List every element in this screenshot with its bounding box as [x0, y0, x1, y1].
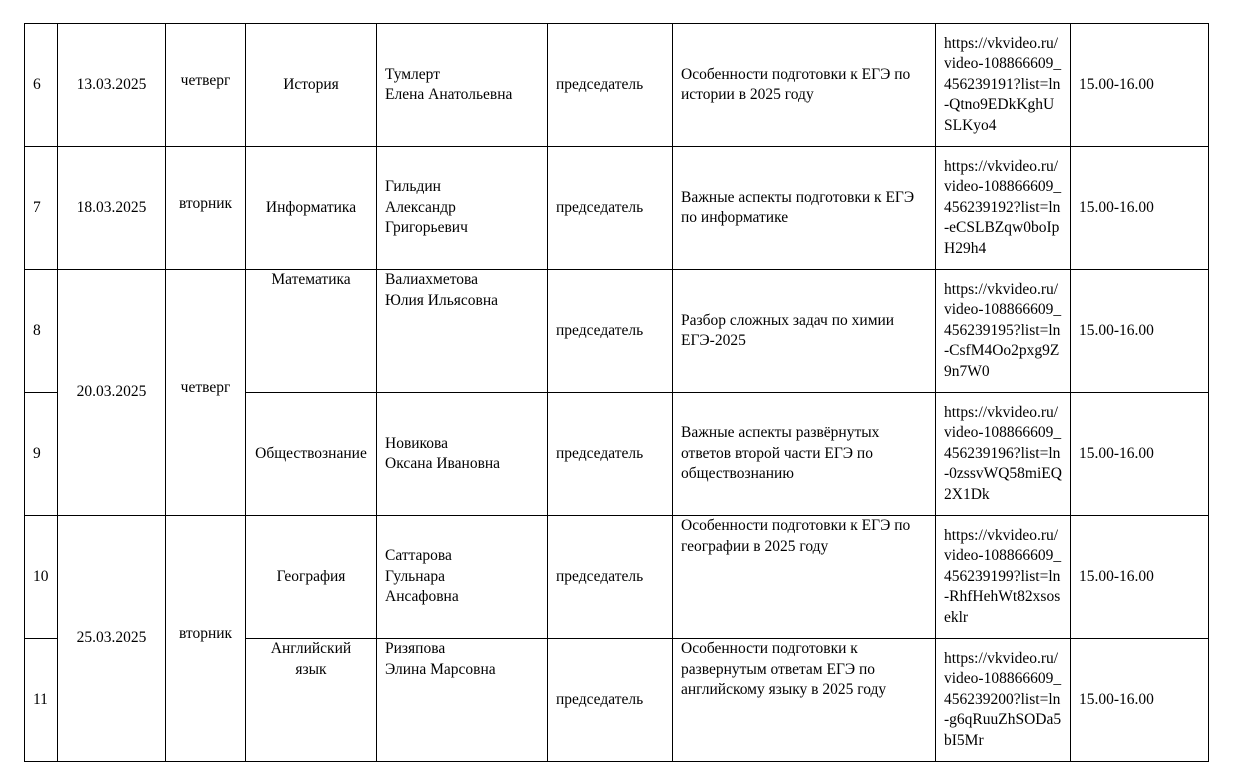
- topic-cell: Разбор сложных задач по химии ЕГЭ-2025: [673, 270, 936, 393]
- time-cell: 15.00-16.00: [1071, 516, 1209, 639]
- person-surname: Саттарова: [385, 547, 452, 565]
- time-cell: 15.00-16.00: [1071, 147, 1209, 270]
- schedule-table: [24, 23, 1209, 762]
- person-cell: [377, 147, 548, 270]
- time-cell: 15.00-16.00: [1071, 639, 1209, 762]
- row-number: 11: [25, 639, 58, 762]
- weekday-label: четверг: [180, 379, 231, 397]
- person-cell: [377, 270, 548, 393]
- time-cell: 15.00-16.00: [1071, 393, 1209, 516]
- person-name: Гульнара: [385, 567, 446, 585]
- person-surname: Гильдин: [385, 178, 441, 196]
- date-cell: 13.03.2025: [58, 24, 166, 147]
- role-cell: председатель: [548, 24, 673, 147]
- person-name: Юлия Ильясовна: [385, 291, 499, 309]
- table-row: [25, 270, 1209, 393]
- topic-cell: Особенности подготовки к ЕГЭ по географии в 2025 году: [673, 516, 936, 639]
- row-number: 9: [25, 393, 58, 516]
- person-name: Оксана Ивановна: [385, 455, 501, 472]
- weekday-cell: [166, 147, 246, 270]
- row-number: 10: [25, 516, 58, 639]
- person-cell: [377, 516, 548, 639]
- video-link[interactable]: https://vkvideo.ru/video-108866609_456239195?list=ln-CsfM4Oo2pxg9Z9n7W0: [936, 270, 1071, 393]
- time-cell: 15.00-16.00: [1071, 24, 1209, 147]
- subject-cell: Обществознание: [246, 393, 377, 516]
- video-link[interactable]: https://vkvideo.ru/video-108866609_456239192?list=ln-eCSLBZqw0boIpH29h4: [936, 147, 1071, 270]
- weekday-cell: [166, 270, 246, 516]
- person-patronymic: Григорьевич: [385, 219, 468, 237]
- table-row: [25, 147, 1209, 270]
- person-cell: [377, 639, 548, 762]
- video-link[interactable]: https://vkvideo.ru/video-108866609_456239191?list=ln-Qtno9EDkKghUSLKyo4: [936, 24, 1071, 147]
- weekday-label: вторник: [178, 194, 233, 212]
- subject-cell: Информатика: [246, 147, 377, 270]
- weekday-label: четверг: [180, 71, 231, 89]
- row-number: 7: [25, 147, 58, 270]
- person-surname: Валиахметова: [385, 271, 479, 288]
- date-cell: 20.03.2025: [58, 270, 166, 516]
- subject-cell: Математика: [246, 270, 377, 393]
- video-link[interactable]: https://vkvideo.ru/video-108866609_456239196?list=ln-0zssvWQ58miEQ2X1Dk: [936, 393, 1071, 516]
- row-number: 8: [25, 270, 58, 393]
- weekday-cell: [166, 516, 246, 762]
- person-surname: Новикова: [385, 434, 449, 452]
- row-number: 6: [25, 24, 58, 147]
- role-cell: председатель: [548, 147, 673, 270]
- person-cell: [377, 393, 548, 516]
- person-surname: Ризяпова: [385, 640, 446, 657]
- subject-cell: Английский язык: [246, 639, 377, 762]
- topic-cell: Важные аспекты развёрнутых ответов второй части ЕГЭ по обществознанию: [673, 393, 936, 516]
- subject-cell: География: [246, 516, 377, 639]
- table-row: [25, 24, 1209, 147]
- weekday-label: вторник: [178, 625, 233, 643]
- role-cell: председатель: [548, 270, 673, 393]
- video-link[interactable]: https://vkvideo.ru/video-108866609_456239200?list=ln-g6qRuuZhSODa5bI5Mr: [936, 639, 1071, 762]
- date-cell: 18.03.2025: [58, 147, 166, 270]
- subject-cell: История: [246, 24, 377, 147]
- topic-cell: Важные аспекты подготовки к ЕГЭ по информатике: [673, 147, 936, 270]
- role-cell: председатель: [548, 639, 673, 762]
- video-link[interactable]: https://vkvideo.ru/video-108866609_456239199?list=ln-RhfHehWt82xsoseklr: [936, 516, 1071, 639]
- role-cell: председатель: [548, 516, 673, 639]
- time-cell: 15.00-16.00: [1071, 270, 1209, 393]
- topic-cell: Особенности подготовки к ЕГЭ по истории в 2025 году: [673, 24, 936, 147]
- role-cell: председатель: [548, 393, 673, 516]
- person-name: Элина Марсовна: [385, 660, 496, 678]
- date-cell: 25.03.2025: [58, 516, 166, 762]
- person-cell: [377, 24, 548, 147]
- person-patronymic: Ансафовна: [385, 588, 459, 606]
- person-surname: Тумлерт: [385, 65, 440, 83]
- person-name: Александр: [385, 198, 456, 216]
- topic-cell: Особенности подготовки к развернутым ответам ЕГЭ по английскому языку в 2025 году: [673, 639, 936, 762]
- table-row: [25, 516, 1209, 639]
- weekday-cell: [166, 24, 246, 147]
- person-name: Елена Анатольевна: [385, 86, 513, 103]
